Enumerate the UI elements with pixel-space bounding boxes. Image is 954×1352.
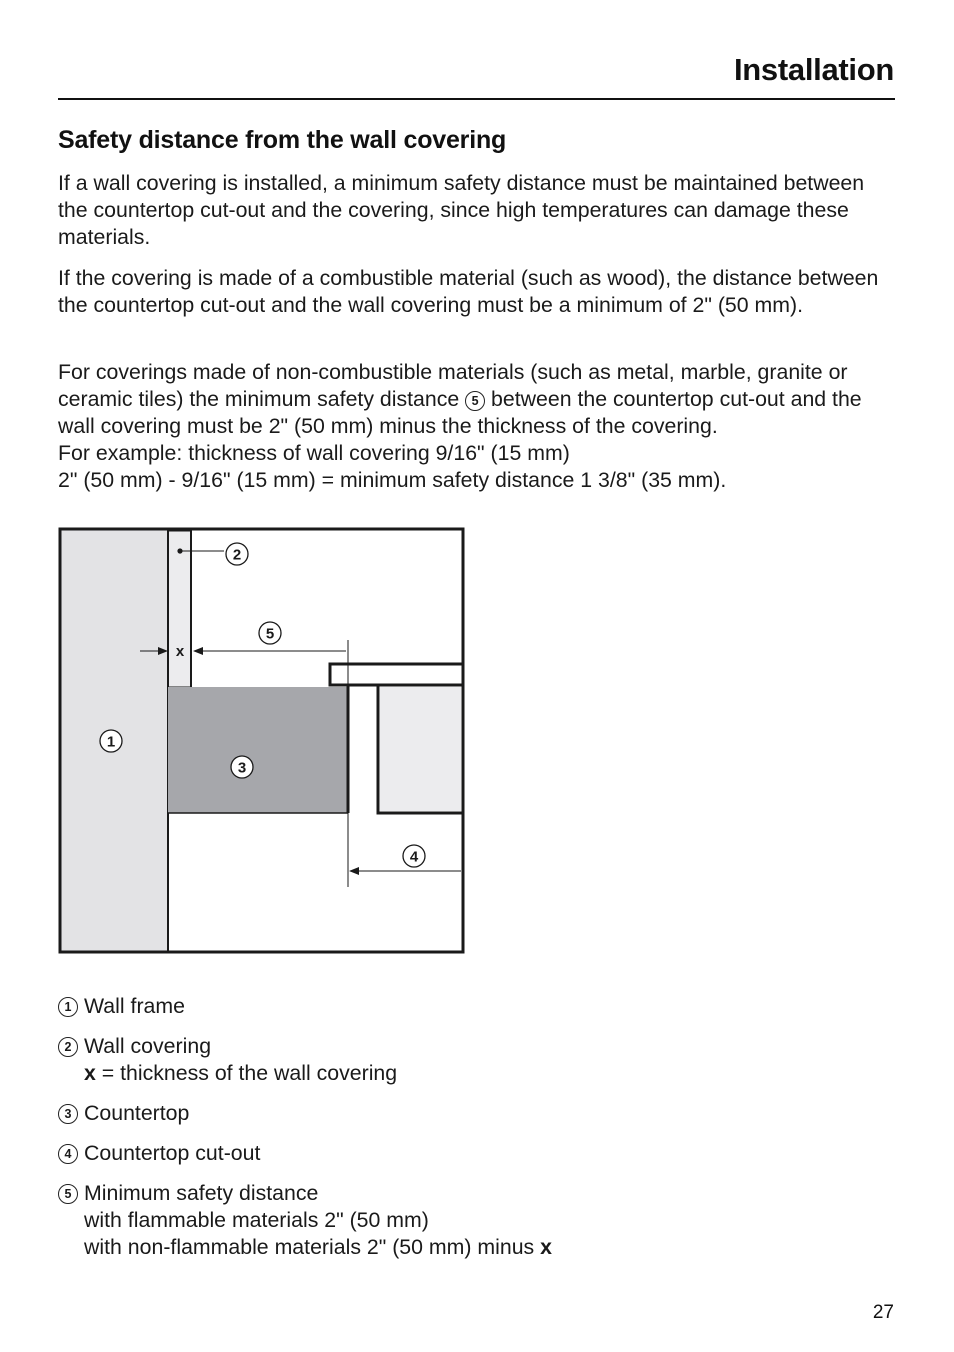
legend-number: 5: [58, 1184, 78, 1204]
label-1-text: 1: [106, 733, 116, 751]
legend-number: 1: [58, 997, 78, 1017]
label-5-text: 5: [265, 625, 275, 643]
subheading: Safety distance from the wall covering: [58, 126, 507, 154]
page-number: 27: [872, 1302, 894, 1323]
paragraph-text: For coverings made of non-combustible materials (such as metal, marble, granite or ceramic tiles) the minimum safety distance: [58, 360, 848, 411]
legend-item: [58, 1100, 758, 1127]
paragraph-intro: If a wall covering is installed, a minimum safety distance must be maintained between the countertop cut-out and the covering, since high temperatures can damage these materials.: [58, 171, 865, 249]
legend-subline: [84, 1234, 758, 1261]
label-4-text: 4: [409, 848, 419, 866]
legend-label: Wall covering: [84, 1034, 212, 1058]
installation-diagram: [58, 527, 466, 955]
header-rule: [58, 98, 895, 100]
label-2-text: 2: [232, 546, 242, 564]
legend-label: Wall frame: [84, 994, 185, 1018]
legend-label: Countertop: [84, 1101, 190, 1125]
legend-item: [58, 1033, 758, 1087]
legend-subline: [84, 1060, 758, 1087]
legend-item: [58, 1180, 758, 1261]
legend-label: Minimum safety distance: [84, 1181, 319, 1205]
legend-number: 3: [58, 1104, 78, 1124]
example-text: For example: thickness of wall covering 9/16" (15 mm): [58, 441, 570, 465]
x-symbol: x: [84, 1061, 96, 1085]
legend-subtext: = thickness of the wall covering: [95, 1061, 398, 1085]
paragraph-non-combustible: [58, 359, 898, 494]
legend-number: 2: [58, 1037, 78, 1057]
legend-item: [58, 1140, 758, 1167]
thickness-label: x: [175, 643, 185, 660]
paragraph-combustible: If the covering is made of a combustible material (such as wood), the distance between the countertop cut-out and the wall covering must be a minimum of 2" (50 mm).: [58, 266, 879, 317]
x-symbol: x: [540, 1235, 552, 1259]
countertop-area: [168, 687, 348, 813]
legend-label: Countertop cut-out: [84, 1141, 261, 1165]
cooktop-body: [380, 687, 461, 811]
legend-list: [58, 993, 758, 1274]
legend-subtext: with non-flammable materials 2" (50 mm) minus: [84, 1235, 541, 1259]
paragraph-text: between the countertop cut-out and the wall covering must be 2" (50 mm) minus the thickness of the covering.: [58, 387, 862, 438]
label-3-text: 3: [237, 759, 247, 777]
legend-item: [58, 993, 758, 1020]
wall-covering-area: [168, 531, 191, 688]
legend-number: 4: [58, 1144, 78, 1164]
legend-subline: with flammable materials 2" (50 mm): [84, 1208, 429, 1232]
section-title: Installation: [733, 52, 894, 87]
calculation-text: 2" (50 mm) - 9/16" (15 mm) = minimum safety distance 1 3/8" (35 mm).: [58, 468, 727, 492]
ref-number-5: 5: [465, 391, 485, 411]
